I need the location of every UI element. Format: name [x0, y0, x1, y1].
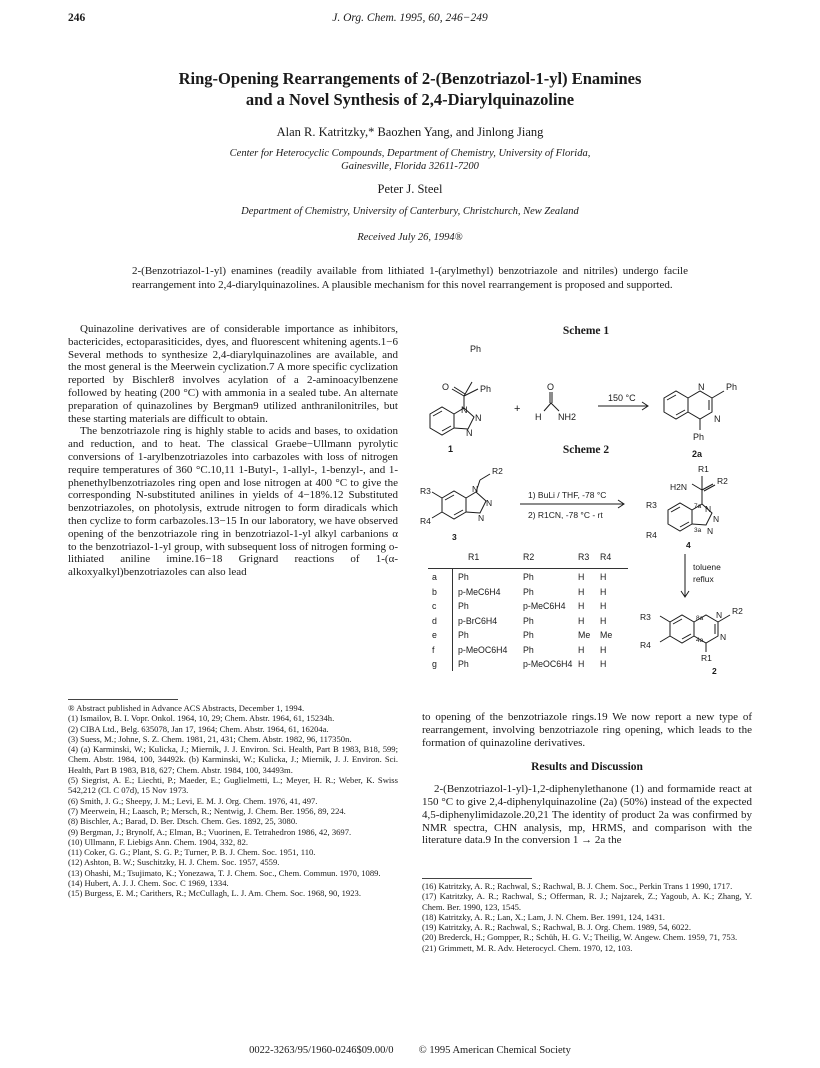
footnotes-left: [68, 703, 398, 899]
compound-2-label: 2: [712, 666, 717, 676]
scheme2-c2-n1: N: [716, 610, 723, 620]
scheme2-c3-n2: N: [486, 498, 493, 508]
table-cell-id: b: [432, 586, 437, 597]
compound-4-label: 4: [686, 540, 691, 550]
scheme2-step-2: 2) R1CN, -78 °C - rt: [528, 510, 603, 520]
paragraph-benzotriazole: The benzotriazole ring is highly stable to acids and bases, to oxidation and reduction, and to heat. The classical Graebe−Ullmann pyrolytic conversions of 1-arylbenzotriazoles into carbazoles with loss of nitrogen require temperatures of 360 °C.10,11 1-Butyl-, 1-allyl-, 1-benzyl-, and 1-phenethylbenzotriazoles ring open and lose nitrogen at 400 °C to give the corresponding N-substituted anilines in yields of 4−18%.12 Substituted benzotriazoles, on photolysis, extrude nitrogen to form diradicals which then cyclize to form carbazoles.13−15 In our laboratory, we have observed opening of the benzotriazole ring in benzotriazol-1-yl alkyl carbanions α to the benzotriazol-1-yl group, with subsequent loss of nitrogen forming o-lithiated aniline imine.16−18 Grignard reactions of 1-(α-alkoxyalkyl)benzotriazoles can also lead: [68, 425, 398, 579]
right-column-body: [422, 711, 752, 847]
table-cell-r1: Ph: [458, 659, 469, 669]
table-cell-id: g: [432, 659, 437, 669]
table-row: [428, 659, 628, 674]
scheme2-c2-n2: N: [720, 632, 727, 642]
affiliation-1-line-1: Center for Heterocyclic Compounds, Department of Chemistry, University of Florida,: [229, 148, 591, 159]
section-title: Results and Discussion: [531, 761, 643, 774]
table-cell-r4: Me: [600, 630, 613, 640]
footnote: (1) Ismailov, B. I. Vopr. Onkol. 1964, 10, 29; Chem. Abstr. 1964, 61, 15234h.: [68, 713, 335, 724]
scheme2-c2-r2: R2: [732, 606, 743, 616]
table-cell-r1: p-MeOC6H4: [458, 644, 508, 655]
scheme-2-title: Scheme 2: [562, 444, 610, 456]
scheme1-product-ph-bottom: Ph: [693, 432, 705, 442]
scheme2-c3-r3: R3: [420, 486, 431, 496]
table-cell-r3: H: [578, 572, 585, 582]
table-row: [428, 587, 628, 602]
compound-2a-label: 2a: [692, 449, 703, 459]
column-header-r1: R1: [468, 552, 480, 562]
footnote: (17) Katritzky, A. R.; Rachwal, S.; Offerman, R. J.; Najzarek, Z.; Yagoub, A. K.; Zhang, Y. Chem. Ber. 1990, 123, 1545.: [422, 891, 752, 912]
scheme1-c1-ph-top: Ph: [470, 344, 482, 354]
table-cell-id: f: [432, 644, 435, 655]
affiliation-2: Department of Chemistry, University of Canterbury, Christchurch, New Zealand: [241, 206, 579, 217]
column-header-r4: R4: [600, 552, 612, 562]
page-number: 246: [68, 12, 86, 24]
scheme1-product-n2: N: [714, 414, 721, 424]
table-cell-r4: H: [600, 572, 607, 582]
table-row: [428, 616, 628, 631]
footnote: (5) Siegrist, A. E.; Liechti, P.; Maeder, E.; Guglielmetti, L.; Meyer, H. R.; Weber, K. Swiss 542,212 (Cl. C 07d), 15 Nov 1973.: [68, 775, 398, 796]
table-cell-id: a: [432, 572, 437, 582]
table-row: [428, 630, 628, 645]
table-cell-r4: H: [600, 586, 607, 597]
footnote: (12) Ashton, B. W.; Suschitzky, H. J. Chem. Soc. 1957, 4559.: [68, 857, 280, 868]
column-header-r3: R3: [578, 552, 590, 562]
table-cell-r4: H: [600, 659, 607, 669]
table-cell-r2: Ph: [523, 586, 534, 597]
scheme2-condition-toluene: toluene: [693, 562, 721, 572]
footnote: (20) Brederck, H.; Gompper, R.; Schüh, H. G. V.; Theilig, W. Angew. Chem. 1959, 71, 753.: [422, 932, 738, 943]
table-cell-r3: H: [578, 601, 585, 611]
article-title: [60, 68, 760, 110]
table-cell-r1: p-MeC6H4: [458, 586, 501, 597]
table-cell-r1: Ph: [458, 601, 469, 611]
abstract: 2-(Benzotriazol-1-yl) enamines (readily available from lithiated 1-(arylmethyl) benzotriazole and nitriles) undergo facile rearrangement into 2,4-diarylquinazolines. A plausible mechanism for this novel rearrangement is proposed and supported.: [132, 265, 688, 291]
scheme2-c4-n1: N: [705, 504, 712, 514]
scheme1-plus: +: [514, 403, 521, 415]
paragraph-results: 2-(Benzotriazol-1-yl)-1,2-diphenylethanone (1) and formamide react at 150 °C to give 2,4-diphenylquinazoline (2a) (50%) instead of the expected 4,5-diphenylimidazole.20,21 The identity of product 2a was confirmed by NMR spectra, CHN analysis, mp, HRMS, and comparison with the literature data.9 In the conversion 1 → 2a the: [422, 783, 752, 847]
scheme1-c1-n3: N: [466, 428, 473, 438]
table-cell-r2: Ph: [523, 630, 534, 640]
page-footer: [0, 1045, 820, 1056]
table-cell-r3: H: [578, 586, 585, 597]
footnote: (4) (a) Karminski, W.; Kulicka, J.; Miernik, J. J. Environ. Sci. Health, Part B 1983, B18, 599; Chem. Abstr. 1984, 100, 34492k. (b) Karminski, W.; Kulicka, J.; Miernik, J. J. Environ. Sci. Health, Part B 1983, B18, 627; Chem. Abstr. 1984, 100, 34493m.: [68, 744, 398, 775]
footnote: (18) Katritzky, A. R.; Lan, X.; Lam, J. N. Chem. Ber. 1991, 124, 1431.: [422, 911, 665, 922]
author-list-1: Alan R. Katritzky,* Baozhen Yang, and Jinlong Jiang: [276, 125, 544, 139]
scheme-1-title: Scheme 1: [562, 325, 610, 337]
table-row: [428, 572, 628, 587]
affiliation-1-line-2: Gainesville, Florida 32611-7200: [341, 161, 479, 172]
scheme2-step-1: 1) BuLi / THF, -78 °C: [528, 490, 607, 500]
scheme2-c4-n2: N: [713, 514, 720, 524]
scheme2-c3-r4: R4: [420, 516, 431, 526]
scheme2-c2-r3: R3: [640, 612, 651, 622]
author-list-2: Peter J. Steel: [377, 182, 443, 196]
scheme2-c4-n3: N: [707, 526, 714, 536]
footnote: (2) CIBA Ltd., Belg. 635078, Jan 17, 1964; Chem. Abstr. 1964, 61, 16204a.: [68, 723, 329, 734]
table-cell-r4: H: [600, 615, 607, 626]
left-column-body: [68, 323, 398, 579]
footnote: (14) Hubert, A. J. J. Chem. Soc. C 1969, 1334.: [68, 878, 229, 889]
table-cell-r1: p-BrC6H4: [458, 615, 498, 626]
scheme2-c3-n1: N: [472, 484, 479, 494]
received-date: Received July 26, 1994®: [357, 232, 463, 243]
footnote: (16) Katritzky, A. R.; Rachwal, S.; Rachwal, B. J. Chem. Soc., Perkin Trans 1 1990, 1717.: [422, 881, 733, 891]
compound-3-label: 3: [452, 532, 457, 542]
table-cell-r2: Ph: [523, 644, 534, 655]
table-cell-r2: p-MeOC6H4: [523, 659, 573, 669]
footnote: (8) Bischler, A.; Barad, D. Ber. Dtsch. Chem. Ges. 1892, 25, 3080.: [68, 816, 298, 827]
footnote: ® Abstract published in Advance ACS Abstracts, December 1, 1994.: [68, 703, 305, 713]
table-cell-r3: H: [578, 615, 585, 626]
column-header-r2: R2: [523, 552, 535, 562]
scheme1-formamide-o: O: [547, 382, 555, 392]
scheme2-c3-n3: N: [478, 513, 485, 523]
scheme1-c1-n2: N: [475, 413, 482, 423]
footnote: (19) Katritzky, A. R.; Rachwal, S.; Rachwal, B. J. Org. Chem. 1989, 54, 6022.: [422, 922, 692, 933]
substituent-table: [428, 552, 628, 674]
scheme1-arrow-label: 150 °C: [608, 393, 636, 403]
compound-1-label: 1: [448, 444, 454, 454]
scheme2-c2-8a: 8a: [696, 615, 704, 622]
running-header: [68, 12, 752, 30]
footer-copyright: © 1995 American Chemical Society: [418, 1045, 571, 1056]
footnote: (13) Ohashi, M.; Tsujimato, K.; Yonezawa, T. J. Chem. Soc., Chem. Commun. 1970, 1089.: [68, 867, 381, 878]
table-cell-r4: H: [600, 644, 607, 655]
scheme2-c2-r4: R4: [640, 640, 651, 650]
footer-code: 0022-3263/95/1960-0246$09.00/0: [249, 1045, 394, 1056]
scheme2-c4-7a: 7a: [694, 503, 702, 510]
scheme2-c3-r2: R2: [492, 466, 503, 476]
scheme2-c2-r1: R1: [701, 653, 712, 663]
paragraph-continued: to opening of the benzotriazole rings.19 We now report a new type of rearrangement, involving benzotriazole ring opening, which leads to the formation of quinazoline derivatives.: [422, 711, 752, 749]
scheme1-c1-o: O: [442, 382, 450, 392]
scheme2-c4-3a: 3a: [694, 527, 702, 534]
footnotes-right: [422, 881, 752, 953]
table-body: [428, 572, 628, 674]
paragraph-intro: Quinazoline derivatives are of considerable importance as inhibitors, bactericides, ectoparasiticides, dyes, and fluorescent whitening agents.1−6 Several methods to synthesize 2,4-diarylquinazolines are available, and the most general is the Meerwein cyclization.7 A more specific cyclization reported by Bischler8 involves acylation of a 2-aminoacylbenzene followed by heating (200 °C) with ammonia in a sealed tube. An alternate preparation of quinazolines by Bergman9 utilized anthranilonitriles, but these starting materials are difficult to obtain.: [68, 323, 398, 425]
table-cell-r3: H: [578, 659, 585, 669]
table-cell-id: e: [432, 630, 437, 640]
footnote: (10) Ullmann, F. Liebigs Ann. Chem. 1904, 332, 82.: [68, 836, 249, 847]
footnote: (21) Grimmett, M. R. Adv. Heterocycl. Chem. 1970, 12, 103.: [422, 942, 633, 953]
footnote: (11) Coker, G. G.; Plant, S. G. P.; Turner, P. B. J. Chem. Soc. 1951, 110.: [68, 847, 316, 858]
scheme2-c4-h2n: H2N: [670, 482, 688, 492]
scheme2-c4-r3: R3: [646, 500, 657, 510]
table-cell-r1: Ph: [458, 630, 469, 640]
footnote-rule-left: [68, 699, 178, 700]
table-cell-id: c: [432, 601, 437, 611]
table-cell-r2: p-MeC6H4: [523, 601, 566, 611]
scheme1-formamide-nh2: NH2: [558, 412, 577, 422]
scheme2-c4-r1: R1: [698, 464, 709, 474]
scheme2-c4-r4: R4: [646, 530, 657, 540]
scheme1-c1-ph-mid: Ph: [480, 384, 492, 394]
scheme-1-diagram: [420, 340, 752, 460]
table-cell-r1: Ph: [458, 572, 469, 582]
affiliation-1: [60, 147, 760, 173]
footnote: (3) Suess, M.; Johne, S. Z. Chem. 1981, 21, 431; Chem. Abstr. 1982, 96, 117350n.: [68, 733, 352, 744]
table-cell-id: d: [432, 615, 437, 626]
scheme2-c2-4a: 4a: [696, 637, 704, 644]
table-header-row: [428, 552, 628, 569]
footnote-rule-right: [422, 878, 532, 879]
table-cell-r2: Ph: [523, 615, 534, 626]
table-cell-r2: Ph: [523, 572, 534, 582]
journal-citation: J. Org. Chem. 1995, 60, 246−249: [332, 12, 488, 24]
scheme1-product-ph-right: Ph: [726, 382, 738, 392]
title-line-2: and a Novel Synthesis of 2,4-Diarylquinazoline: [245, 90, 575, 109]
scheme2-condition-reflux: reflux: [693, 574, 714, 584]
footnote: (15) Burgess, E. M.; Carithers, R.; McCullagh, L. J. Am. Chem. Soc. 1968, 90, 1923.: [68, 888, 361, 899]
table-cell-r3: H: [578, 644, 585, 655]
title-line-1: Ring-Opening Rearrangements of 2-(Benzotriazol-1-yl) Enamines: [178, 69, 642, 88]
table-row: [428, 645, 628, 660]
table-row: [428, 601, 628, 616]
scheme1-formamide-h: H: [535, 412, 542, 422]
scheme2-c4-r2: R2: [717, 476, 728, 486]
table-cell-r4: H: [600, 601, 607, 611]
footnote: (9) Bergman, J.; Brynolf, A.; Elman, B.; Vuorinen, E. Tetrahedron 1986, 42, 3697.: [68, 826, 352, 837]
table-cell-r3: Me: [578, 630, 591, 640]
footnote: (7) Meerwein, H.; Laasch, P.; Mersch, R.; Nentwig, J. Chem. Ber. 1956, 89, 224.: [68, 805, 346, 816]
scheme1-product-n1: N: [698, 382, 705, 392]
footnote: (6) Smith, J. G.; Sheepy, J. M.; Levi, E. M. J. Org. Chem. 1976, 41, 497.: [68, 795, 318, 806]
scheme1-c1-n1: N: [461, 405, 468, 415]
